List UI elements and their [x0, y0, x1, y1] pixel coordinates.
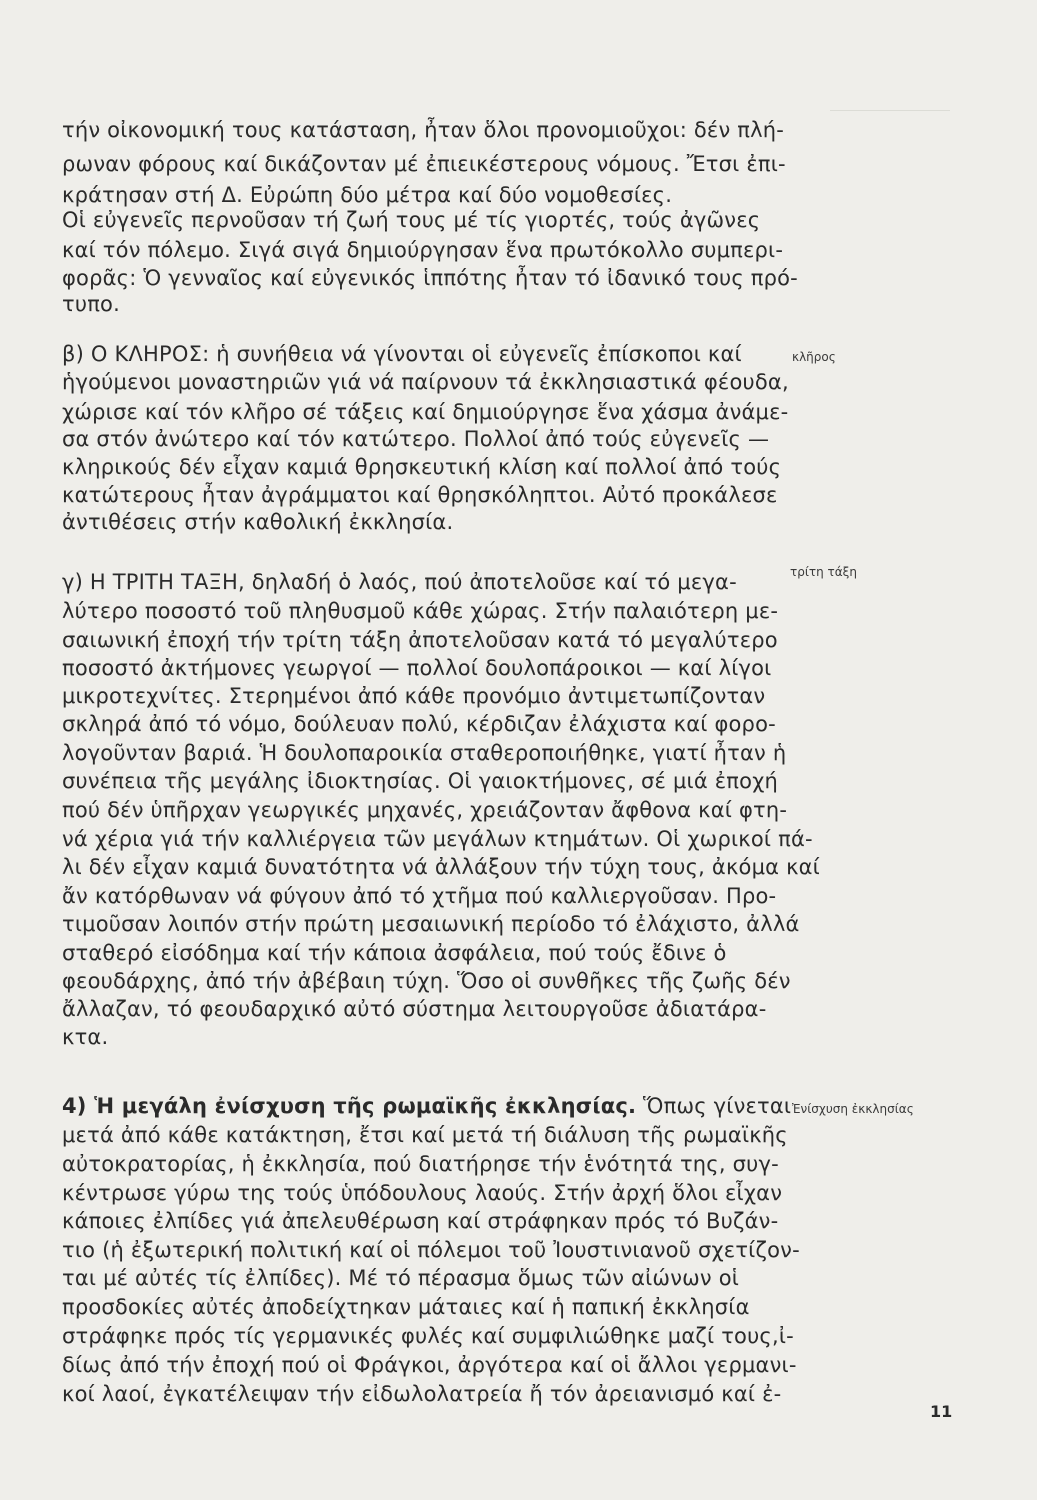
text-line: κατώτερους ἦταν ἀγράμματοι καί θρησκόληπτοι. Αὐτό προκάλεσε	[62, 483, 778, 507]
page-number: 11	[930, 1402, 953, 1421]
text-line: τυπο.	[62, 292, 120, 316]
text-line: ρωναν φόρους καί δικάζονταν μέ ἐπιεικέστερους νόμους. Ἔτσι ἐπι-	[62, 152, 786, 176]
text-line: σαιωνική ἐποχή τήν τρίτη τάξη ἀποτελοῦσαν κατά τό μεγαλύτερο	[62, 628, 778, 652]
show-through-area	[830, 110, 950, 151]
text-span: Ὅπως γίνεται	[636, 1094, 792, 1118]
text-line: κάποιες ἐλπίδες γιά ἀπελευθέρωση καί στράφηκαν πρός τό Βυζάν-	[62, 1209, 779, 1233]
text-line: λι δέν εἶχαν καμιά δυνατότητα νά ἀλλάξουν τήν τύχη τους, ἀκόμα καί	[62, 855, 820, 879]
margin-note-enisxysi: Ἐνίσχυση ἐκκλησίας	[792, 1102, 914, 1116]
text-line: κράτησαν στή Δ. Εὐρώπη δύο μέτρα καί δύο νομοθεσίες.	[62, 183, 673, 207]
text-line: νά χέρια γιά τήν καλλιέργεια τῶν μεγάλων κτημάτων. Οἱ χωρικοί πά-	[62, 827, 813, 851]
margin-note-klero: κλῆρος	[792, 350, 836, 364]
text-line	[62, 1092, 791, 1120]
text-line: λύτερο ποσοστό τοῦ πληθυσμοῦ κάθε χώρας. Στήν παλαιότερη με-	[62, 599, 779, 623]
text-line: μικροτεχνίτες. Στερημένοι ἀπό κάθε προνόμιο ἀντιμετωπίζονταν	[62, 684, 766, 708]
text-line: καί τόν πόλεμο. Σιγά σιγά δημιούργησαν ἕνα πρωτόκολλο συμπερι-	[62, 238, 784, 262]
text-line: αὐτοκρατορίας, ἡ ἐκκλησία, πού διατήρησε τήν ἑνότητά της, συγ-	[62, 1152, 779, 1176]
text-line: ποσοστό ἀκτήμονες γεωργοί — πολλοί δουλοπάροικοι — καί λίγοι	[62, 656, 772, 680]
text-line: μετά ἀπό κάθε κατάκτηση, ἔτσι καί μετά τή διάλυση τῆς ρωμαϊκῆς	[62, 1123, 788, 1147]
text-line: κτα.	[62, 1025, 109, 1049]
margin-note-triti-taxi: τρίτη τάξη	[790, 565, 857, 579]
text-line: σα στόν ἀνώτερο καί τόν κατώτερο. Πολλοί ἀπό τούς εὐγενεῖς —	[62, 427, 770, 451]
text-line: τιμοῦσαν λοιπόν στήν πρώτη μεσαιωνική περίοδο τό ἐλάχιστο, ἀλλά	[62, 912, 800, 936]
text-line: συνέπεια τῆς μεγάλης ἰδιοκτησίας. Οἱ γαιοκτήμονες, σέ μιά ἐποχή	[62, 769, 779, 793]
text-line: β) Ο ΚΛΗΡΟΣ: ἡ συνήθεια νά γίνονται οἱ εὐγενεῖς ἐπίσκοποι καί	[62, 342, 742, 366]
text-line: στράφηκε πρός τίς γερμανικές φυλές καί συμφιλιώθηκε μαζί τους,ἰ-	[62, 1324, 794, 1348]
text-line: τιο (ἡ ἐξωτερική πολιτική καί οἱ πόλεμοι τοῦ Ἰουστινιανοῦ σχετίζον-	[62, 1238, 800, 1262]
text-line: σκληρά ἀπό τό νόμο, δούλευαν πολύ, κέρδιζαν ἐλάχιστα καί φορο-	[62, 712, 776, 736]
text-line: κληρικούς δέν εἶχαν καμιά θρησκευτική κλίση καί πολλοί ἀπό τούς	[62, 455, 782, 479]
text-line: φορᾶς: Ὁ γενναῖος καί εὐγενικός ἱππότης ἦταν τό ἰδανικό τους πρό-	[62, 266, 798, 290]
text-line: τήν οἰκονομική τους κατάσταση, ἦταν ὅλοι προνομιοῦχοι: δέν πλή-	[62, 118, 785, 142]
text-line: προσδοκίες αὐτές ἀποδείχτηκαν μάταιες καί ἡ παπική ἐκκλησία	[62, 1295, 750, 1319]
text-line: δίως ἀπό τήν ἐποχή πού οἱ Φράγκοι, ἀργότερα καί οἱ ἄλλοι γερμανι-	[62, 1353, 797, 1377]
text-line: πού δέν ὑπῆρχαν γεωργικές μηχανές, χρειάζονταν ἄφθονα καί φτη-	[62, 798, 788, 822]
text-line: ἡγούμενοι μοναστηριῶν γιά νά παίρνουν τά ἐκκλησιαστικά φέουδα,	[62, 370, 789, 394]
text-line: γ) Η ΤΡΙΤΗ ΤΑΞΗ, δηλαδή ὁ λαός, πού ἀποτελοῦσε καί τό μεγα-	[62, 570, 737, 594]
text-line: ἀντιθέσεις στήν καθολική ἐκκλησία.	[62, 510, 454, 534]
text-line: ται μέ αὐτές τίς ἐλπίδες). Μέ τό πέρασμα ὅμως τῶν αἰώνων οἱ	[62, 1266, 740, 1290]
text-line: ἄλλαζαν, τό φεουδαρχικό αὐτό σύστημα λειτουργοῦσε ἀδιατάρα-	[62, 997, 767, 1021]
text-line: φεουδάρχης, ἀπό τήν ἀβέβαιη τύχη. Ὅσο οἱ συνθῆκες τῆς ζωῆς δέν	[62, 969, 791, 993]
section-heading: 4) Ἡ μεγάλη ἐνίσχυση τῆς ρωμαϊκῆς ἐκκλησίας.	[62, 1094, 637, 1118]
text-line: κέντρωσε γύρω της τούς ὑπόδουλους λαούς. Στήν ἀρχή ὅλοι εἶχαν	[62, 1181, 783, 1205]
text-line: λογοῦνταν βαριά. Ἡ δουλοπαροικία σταθεροποιήθηκε, γιατί ἦταν ἡ	[62, 741, 787, 765]
text-line: Οἱ εὐγενεῖς περνοῦσαν τή ζωή τους μέ τίς γιορτές, τούς ἀγῶνες	[62, 208, 761, 232]
text-line: ἄν κατόρθωναν νά φύγουν ἀπό τό χτῆμα πού καλλιεργοῦσαν. Προ-	[62, 884, 777, 908]
text-line: χώρισε καί τόν κλῆρο σέ τάξεις καί δημιούργησε ἕνα χάσμα ἀνάμε-	[62, 400, 789, 424]
text-line: κοί λαοί, ἐγκατέλειψαν τήν εἰδωλολατρεία ἤ τόν ἀρειανισμό καί ἐ-	[62, 1382, 782, 1406]
text-line: σταθερό εἰσόδημα καί τήν κάποια ἀσφάλεια, πού τούς ἔδινε ὁ	[62, 941, 727, 965]
